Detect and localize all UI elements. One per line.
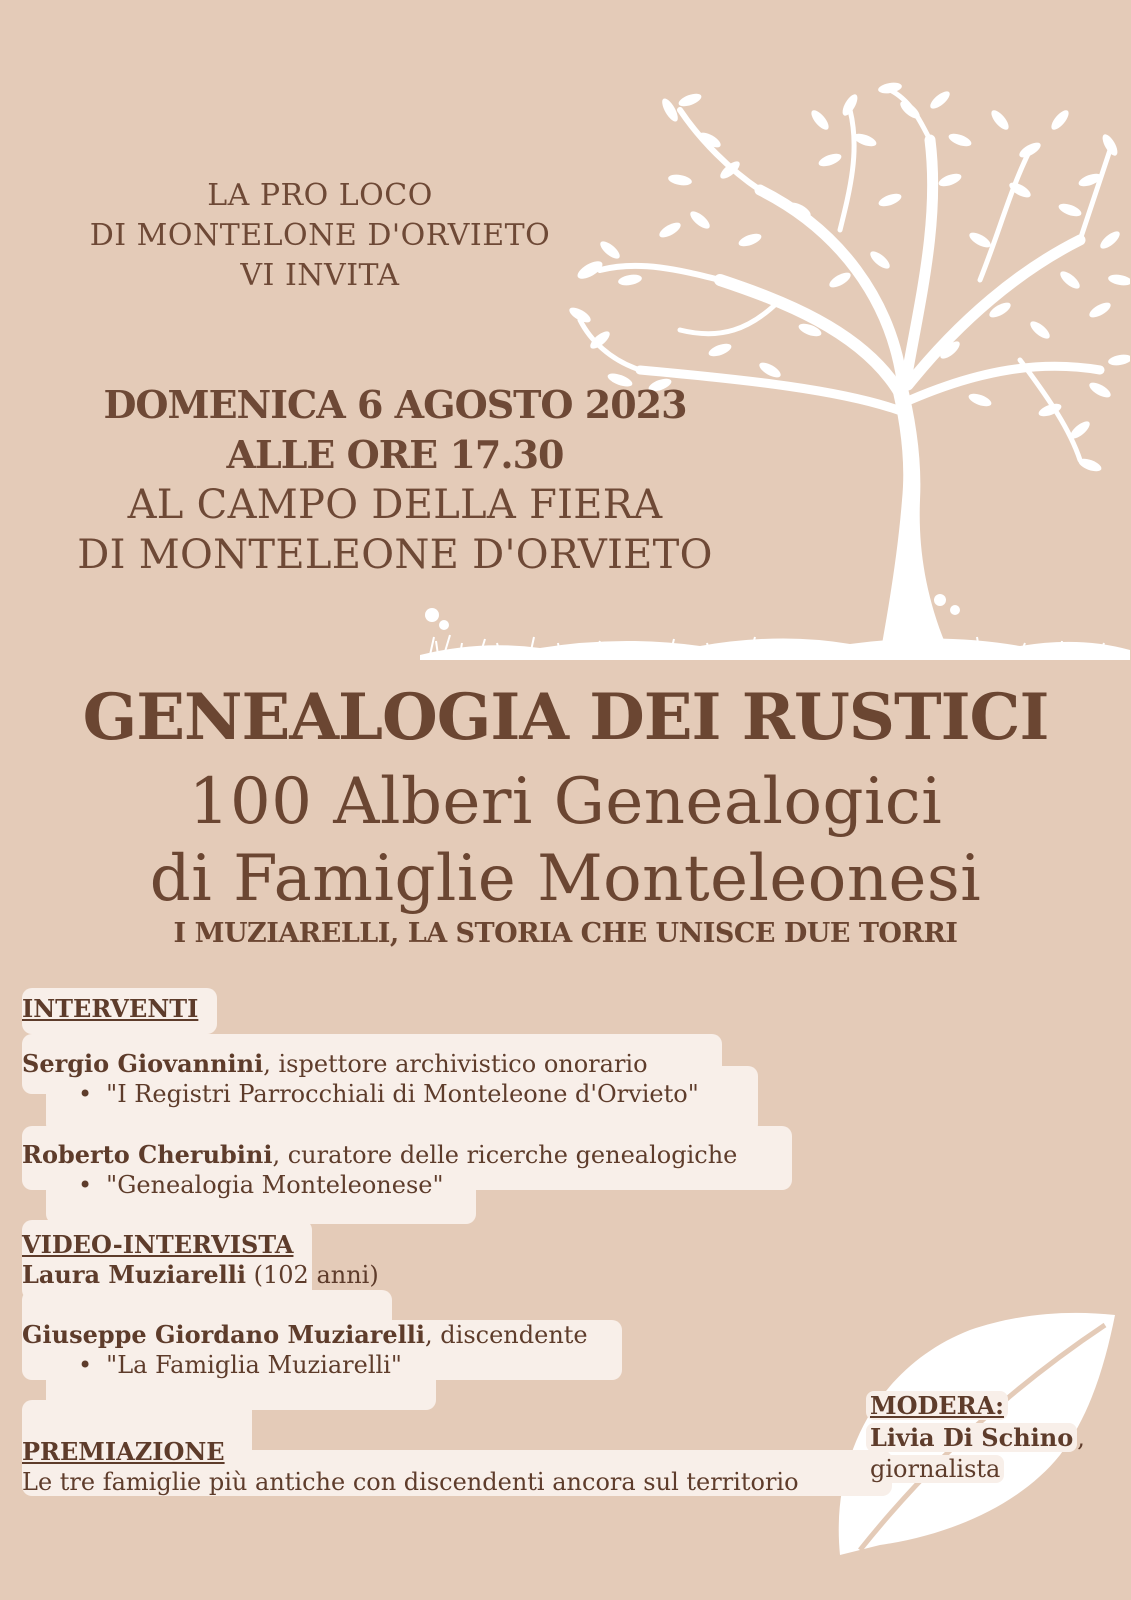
event-date: DOMENICA 6 AGOSTO 2023 (103, 382, 687, 427)
moderator-block (866, 1390, 1085, 1485)
event-details (30, 380, 760, 580)
premiazione-heading: PREMIAZIONE (22, 1437, 225, 1466)
speaker-2 (22, 1140, 737, 1170)
speaker-1-talk: • "I Registri Parrocchiali di Monteleone d'Orvieto" (78, 1080, 699, 1108)
video-age: (102 anni) (246, 1261, 379, 1289)
interventi-heading: INTERVENTI (22, 994, 199, 1023)
program-section (22, 990, 902, 1510)
moderator-comma: , (1077, 1424, 1085, 1452)
speaker-2-talk: • "Genealogia Monteleonese" (78, 1171, 444, 1199)
premiazione-text: Le tre famiglie più antiche con discendenti ancora sul territorio (22, 1468, 799, 1496)
subtitle-line-2: di Famiglie Monteleonesi (149, 842, 982, 916)
invite-line-2: DI MONTELONE D'ORVIETO (89, 218, 551, 253)
moderator-name: Livia Di Schino (866, 1423, 1077, 1452)
speaker-1 (22, 1049, 648, 1079)
speaker-3-talk: • "La Famiglia Muziarelli" (78, 1351, 402, 1379)
main-title: GENEALOGIA DEI RUSTICI (82, 680, 1049, 755)
speaker-3-role: , discendente (425, 1321, 588, 1349)
tagline: I MUZIARELLI, LA STORIA CHE UNISCE DUE TORRI (173, 918, 958, 949)
video-heading: VIDEO-INTERVISTA (22, 1230, 294, 1259)
invite-block (40, 176, 600, 296)
video-name: Laura Muziarelli (22, 1260, 247, 1289)
invite-line-1: LA PRO LOCO (207, 178, 433, 213)
invite-line-3: VI INVITA (240, 258, 400, 293)
subtitle-line-1: 100 Alberi Genealogici (188, 765, 943, 839)
event-place-1: AL CAMPO DELLA FIERA (127, 482, 663, 528)
video-interview (22, 1260, 379, 1290)
speaker-2-name: Roberto Cherubini (22, 1140, 273, 1169)
moderator-role: giornalista (866, 1455, 1004, 1483)
event-time: ALLE ORE 17.30 (226, 432, 564, 477)
speaker-2-role: , curatore delle ricerche genealogiche (272, 1141, 738, 1169)
moderator-heading: MODERA: (866, 1391, 1008, 1420)
speaker-3-name: Giuseppe Giordano Muziarelli (22, 1320, 426, 1349)
speaker-1-name: Sergio Giovannini (22, 1049, 264, 1078)
speaker-1-role: , ispettore archivistico onorario (263, 1050, 648, 1078)
event-place-2: DI MONTELEONE D'ORVIETO (77, 532, 713, 578)
speaker-3 (22, 1320, 588, 1350)
